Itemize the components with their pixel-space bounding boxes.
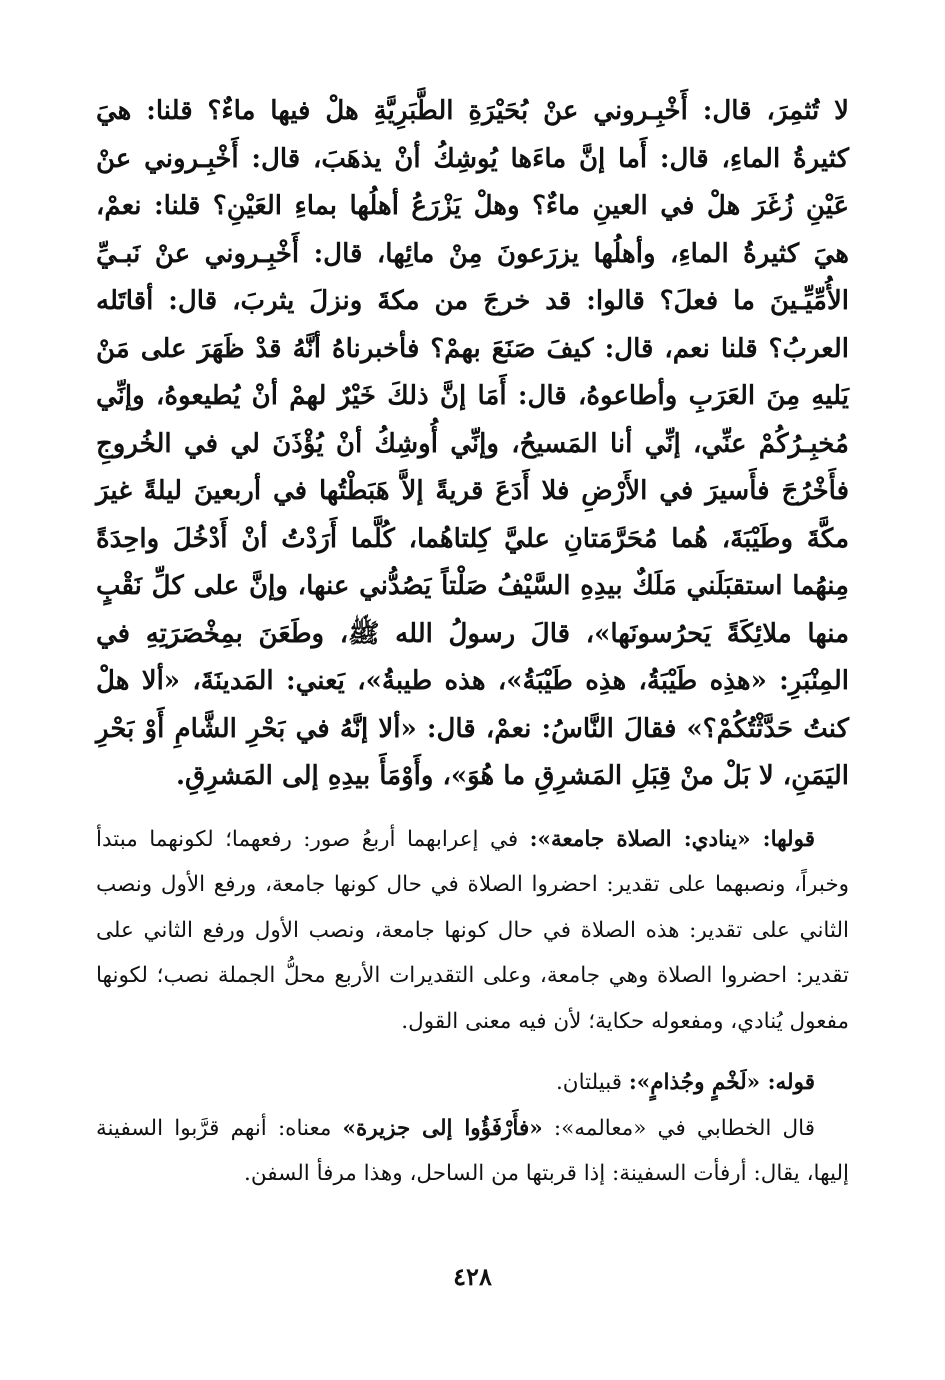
page-body <box>96 88 849 1380</box>
commentary-3 <box>96 1106 849 1197</box>
page-number: ٤٢٨ <box>453 1262 492 1291</box>
commentary-2-body: قبيلتان. <box>555 1070 629 1095</box>
commentary-2 <box>96 1060 849 1106</box>
commentary-1 <box>96 817 849 1045</box>
commentary-3-pre: قال الخطابي في «معالمه»: <box>542 1115 815 1141</box>
commentary-1-lead: قولها: «ينادي: الصلاة جامعة»: <box>529 826 815 852</box>
hadith-text: لا تُثمِرَ، قال: أَخْبِـروني عنْ بُحَيْرَةِ الطَّبَرِيَّةِ هلْ فيها ماءٌ؟ قلنا: هيَ كثيرةُ الماءِ، قال: أَما إنَّ ماءَها يُوشِكُ أنْ يذهَبَ، قال: أَخْبِـروني عنْ عَيْنِ زُغَرَ هلْ في العينِ ماءٌ؟ وهلْ يَزْرَعُ أهلُها بماءِ العَيْنِ؟ قلنا: نعمْ، هيَ كثيرةُ الماءِ، وأهلُها يزرَعونَ مِنْ مائِها، قال: أَخْبِـروني عنْ نَبـيِّ الأُمِّيِّـينَ ما فعلَ؟ قالوا: قد خرجَ من مكةَ ونزلَ يثربَ، قال: أقاتَله العربُ؟ قلنا نعم، قال: كيفَ صَنَعَ بهمْ؟ فأخبرناهُ أنَّهُ قدْ ظَهَرَ على مَنْ يَليهِ مِنَ العَرَبِ وأطاعوهُ، قال: أَمَا إنَّ ذلكَ خَيْرٌ لهمْ أنْ يُطيعوهُ، وإنِّي مُخبِـرُكُمْ عنِّي، إنِّي أنا المَسيحُ، وإنِّي أُوشِكُ أنْ يُؤْذَنَ لي في الخُروجِ فأَخْرُجَ فأَسيرَ في الأَرْضِ فلا أَدَعَ قريةً إلاَّ هَبَطْتُها في أربعينَ ليلةً غيرَ مكَّةَ وطَيْبَةَ، هُما مُحَرَّمَتانِ عليَّ كِلتاهُما، كُلَّما أَرَدْتُ أنْ أَدْخُلَ واحِدَةً مِنهُما استقبَلَني مَلَكٌ بيدِهِ السَّيْفُ صَلْتاً يَصُدُّني عنها، وإنَّ على كلِّ نَقْبٍ منها ملائِكَةً يَحرُسونَها»، قالَ رسولُ الله ﷺ، وطَعَنَ بمِخْصَرَتِهِ في المِنْبَرِ: «هذِه طَيْبَةُ، هذِه طَيْبَةُ»، هذه طيبةُ»، يَعني: المَدينَةَ، «ألا هلْ كنتُ حَدَّثْتُكُمْ؟» فقالَ النَّاسُ: نعمْ، قال: «ألا إنَّهُ في بَحْرِ الشَّامِ أَوْ بَحْرِ اليَمَنِ، لا بَلْ منْ قِبَلِ المَشرِقِ ما هُوَ»، وأَوْمَأَ بيدِهِ إلى المَشرِقِ. <box>96 96 849 791</box>
commentary-1-body: في إعرابهما أربعُ صور: رفعهما؛ لكونهما مبتدأ وخبراً، ونصبهما على تقدير: احضروا الصلاة في حال كونها جامعة، ورفع الأول ونصب الثاني على تقدير: هذه الصلاة في حال كونها جامعة، ونصب الأول ورفع الثاني على تقدير: احضروا الصلاة وهي جامعة، وعلى التقديرات الأربع محلُّ الجملة نصب؛ لكونها مفعول يُنادي، ومفعوله حكاية؛ لأن فيه معنى القول. <box>96 826 849 1034</box>
commentary-3-lead: «فأَرْفَؤُوا إلى جزيرة» <box>342 1115 543 1141</box>
commentary-2-lead: قوله: «لَخْمٍ وجُذامٍ»: <box>628 1070 815 1095</box>
commentary-3-body: معناه: أنهم قرَّبوا السفينة إليها، يقال: أرفأت السفينة: إذا قربتها من الساحل، وهذا مرفأ السفن. <box>96 1115 849 1186</box>
